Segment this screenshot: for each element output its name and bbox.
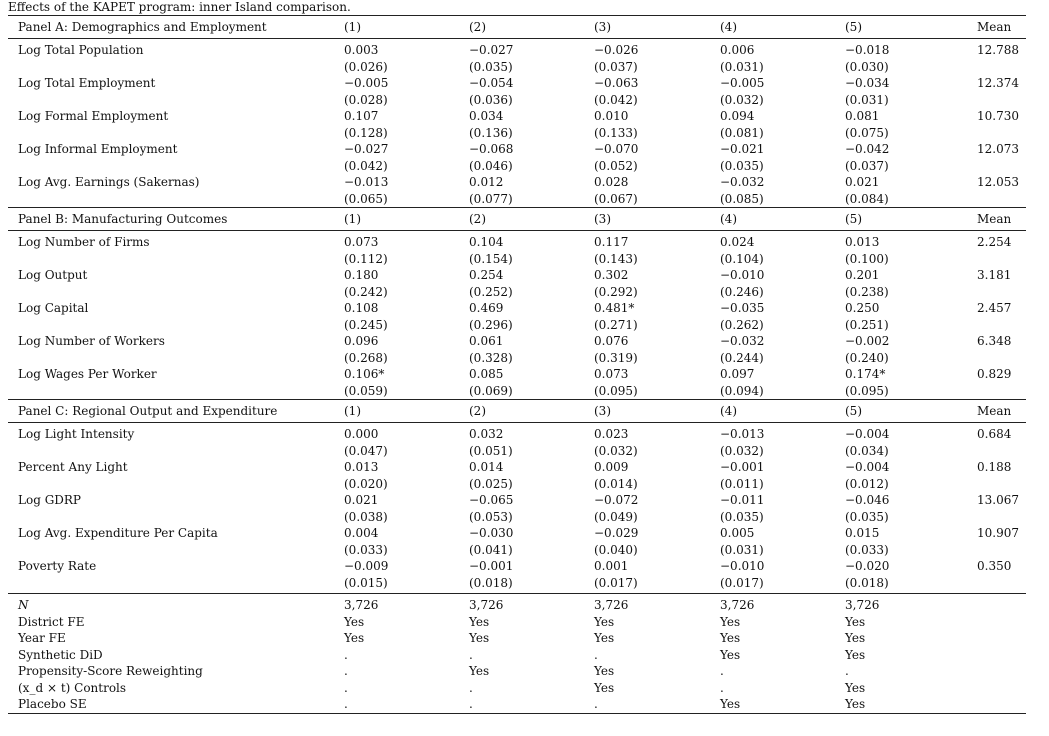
- standard-error-cell: (0.075): [845, 126, 889, 140]
- table-row: [8, 108, 1026, 125]
- coefficient-cell: 0.012: [469, 175, 504, 189]
- table-row: [8, 366, 1026, 383]
- footer-value: Yes: [344, 631, 365, 645]
- footer-value: Yes: [720, 647, 741, 662]
- footer-value: .: [469, 680, 473, 695]
- standard-error-cell: (0.069): [469, 384, 513, 398]
- row-label: Log Avg. Expenditure Per Capita: [18, 526, 218, 540]
- standard-error-cell: (0.034): [845, 444, 889, 458]
- standard-error-cell: (0.112): [344, 252, 388, 266]
- se-row: [8, 575, 1026, 591]
- coefficient-cell: 0.003: [344, 43, 379, 57]
- panel-header-row: [8, 16, 1026, 38]
- coefficient-cell: −0.054: [469, 76, 514, 90]
- coefficient-cell: −0.063: [594, 76, 639, 90]
- footer-row: [8, 680, 1026, 697]
- column-header: (5): [845, 404, 862, 418]
- coefficient-cell: −0.002: [845, 334, 890, 348]
- footer-value: Yes: [594, 614, 615, 629]
- standard-error-cell: (0.037): [594, 60, 638, 74]
- standard-error-cell: (0.049): [594, 510, 638, 524]
- footer-label: (x_d × t) Controls: [18, 680, 127, 695]
- column-header: Mean: [977, 20, 1012, 34]
- mean-cell: 12.374: [977, 76, 1019, 90]
- footer-value: .: [594, 697, 598, 711]
- coefficient-cell: 0.073: [594, 367, 629, 381]
- coefficient-cell: −0.072: [594, 493, 639, 507]
- standard-error-cell: (0.095): [845, 384, 889, 398]
- results-table: [8, 15, 1026, 714]
- standard-error-cell: (0.025): [469, 477, 513, 491]
- footer-row: [8, 630, 1026, 647]
- footer-value: .: [469, 697, 473, 711]
- panel-header-row: [8, 208, 1026, 230]
- footer-label: District FE: [18, 614, 85, 629]
- coefficient-cell: 0.001: [594, 559, 629, 573]
- se-row: [8, 317, 1026, 333]
- mean-cell: 12.053: [977, 175, 1019, 189]
- standard-error-cell: (0.040): [594, 543, 638, 557]
- standard-error-cell: (0.026): [344, 60, 388, 74]
- standard-error-cell: (0.012): [845, 477, 889, 491]
- panel-title: Panel A: Demographics and Employment: [18, 20, 267, 34]
- footer-value: Yes: [594, 631, 615, 645]
- standard-error-cell: (0.030): [845, 60, 889, 74]
- standard-error-cell: (0.128): [344, 126, 388, 140]
- standard-error-cell: (0.017): [594, 576, 638, 590]
- coefficient-cell: −0.013: [720, 427, 765, 441]
- coefficient-cell: −0.035: [720, 301, 765, 315]
- coefficient-cell: −0.027: [469, 43, 514, 57]
- footer-value: 3,726: [720, 598, 755, 612]
- standard-error-cell: (0.037): [845, 159, 889, 173]
- standard-error-cell: (0.042): [344, 159, 388, 173]
- footer-value: 3,726: [469, 598, 504, 612]
- standard-error-cell: (0.104): [720, 252, 764, 266]
- standard-error-cell: (0.077): [469, 192, 513, 206]
- coefficient-cell: −0.068: [469, 142, 514, 156]
- column-header: (5): [845, 20, 862, 34]
- coefficient-cell: 0.106*: [344, 367, 385, 381]
- coefficient-cell: −0.032: [720, 175, 765, 189]
- standard-error-cell: (0.032): [594, 444, 638, 458]
- coefficient-cell: −0.009: [344, 559, 389, 573]
- coefficient-cell: 0.254: [469, 268, 504, 282]
- coefficient-cell: −0.034: [845, 76, 890, 90]
- row-label: Log Formal Employment: [18, 109, 169, 123]
- standard-error-cell: (0.014): [594, 477, 638, 491]
- coefficient-cell: −0.029: [594, 526, 639, 540]
- row-label: Log Number of Firms: [18, 235, 150, 249]
- coefficient-cell: 0.085: [469, 367, 504, 381]
- coefficient-cell: 0.000: [344, 427, 379, 441]
- table-row: [8, 558, 1026, 575]
- standard-error-cell: (0.047): [344, 444, 388, 458]
- column-header: Mean: [977, 404, 1012, 418]
- se-row: [8, 251, 1026, 267]
- mean-cell: 2.254: [977, 235, 1012, 249]
- column-header: (2): [469, 404, 486, 418]
- coefficient-cell: −0.065: [469, 493, 514, 507]
- se-row: [8, 383, 1026, 399]
- se-row: [8, 509, 1026, 525]
- footer-row: [8, 647, 1026, 664]
- se-row: [8, 284, 1026, 300]
- footer-value: Yes: [845, 614, 866, 629]
- coefficient-cell: 0.013: [344, 460, 379, 474]
- footer-value: 3,726: [344, 598, 379, 612]
- coefficient-cell: 0.013: [845, 235, 880, 249]
- coefficient-cell: 0.034: [469, 109, 504, 123]
- coefficient-cell: −0.011: [720, 493, 765, 507]
- table-row: [8, 75, 1026, 92]
- row-label: Log Wages Per Worker: [18, 367, 157, 381]
- footer-value: Yes: [720, 631, 741, 645]
- coefficient-cell: −0.005: [344, 76, 389, 90]
- table-row: [8, 459, 1026, 476]
- footer-label: N: [18, 598, 29, 612]
- mean-cell: 2.457: [977, 301, 1012, 315]
- coefficient-cell: −0.021: [720, 142, 765, 156]
- standard-error-cell: (0.271): [594, 318, 638, 332]
- row-label: Log Total Employment: [18, 76, 156, 90]
- coefficient-cell: −0.046: [845, 493, 890, 507]
- column-header: (3): [594, 212, 611, 226]
- standard-error-cell: (0.251): [845, 318, 889, 332]
- coefficient-cell: 0.108: [344, 301, 379, 315]
- footer-value: Yes: [344, 614, 365, 629]
- coefficient-cell: 0.061: [469, 334, 504, 348]
- standard-error-cell: (0.031): [720, 60, 764, 74]
- table-row: [8, 42, 1026, 59]
- se-row: [8, 158, 1026, 174]
- se-row: [8, 476, 1026, 492]
- coefficient-cell: 0.180: [344, 268, 379, 282]
- coefficient-cell: 0.010: [594, 109, 629, 123]
- row-label: Log GDRP: [18, 493, 82, 507]
- footer-label: Propensity-Score Reweighting: [18, 664, 203, 678]
- column-header: (3): [594, 404, 611, 418]
- coefficient-cell: 0.107: [344, 109, 379, 123]
- mean-cell: 13.067: [977, 493, 1019, 507]
- se-row: [8, 443, 1026, 459]
- coefficient-cell: −0.010: [720, 268, 765, 282]
- se-row: [8, 350, 1026, 366]
- standard-error-cell: (0.033): [344, 543, 388, 557]
- footer-value: Yes: [845, 647, 866, 662]
- footer-label: Year FE: [18, 631, 66, 645]
- standard-error-cell: (0.032): [720, 93, 764, 107]
- standard-error-cell: (0.296): [469, 318, 513, 332]
- standard-error-cell: (0.038): [344, 510, 388, 524]
- coefficient-cell: 0.014: [469, 460, 504, 474]
- standard-error-cell: (0.268): [344, 351, 388, 365]
- coefficient-cell: 0.076: [594, 334, 629, 348]
- standard-error-cell: (0.035): [469, 60, 513, 74]
- row-label: Log Informal Employment: [18, 142, 178, 156]
- footer-row: [8, 696, 1026, 713]
- mean-cell: 3.181: [977, 268, 1012, 282]
- bottom-rule: [8, 713, 1026, 714]
- coefficient-cell: 0.009: [594, 460, 629, 474]
- footer-label: Placebo SE: [18, 697, 87, 711]
- coefficient-cell: 0.023: [594, 427, 629, 441]
- coefficient-cell: −0.032: [720, 334, 765, 348]
- row-label: Log Number of Workers: [18, 334, 165, 348]
- mean-cell: 0.684: [977, 427, 1012, 441]
- footer-row: [8, 597, 1026, 614]
- row-label: Percent Any Light: [18, 460, 128, 474]
- panel-title: Panel B: Manufacturing Outcomes: [18, 212, 228, 226]
- coefficient-cell: −0.027: [344, 142, 389, 156]
- standard-error-cell: (0.033): [845, 543, 889, 557]
- coefficient-cell: −0.005: [720, 76, 765, 90]
- row-label: Log Total Population: [18, 43, 144, 57]
- standard-error-cell: (0.319): [594, 351, 638, 365]
- footer-value: Yes: [594, 680, 615, 695]
- standard-error-cell: (0.246): [720, 285, 764, 299]
- coefficient-cell: 0.104: [469, 235, 504, 249]
- footer-value: Yes: [469, 614, 490, 629]
- standard-error-cell: (0.065): [344, 192, 388, 206]
- footer-value: 3,726: [845, 598, 880, 612]
- se-row: [8, 542, 1026, 558]
- table-row: [8, 525, 1026, 542]
- standard-error-cell: (0.053): [469, 510, 513, 524]
- coefficient-cell: 0.024: [720, 235, 755, 249]
- standard-error-cell: (0.018): [469, 576, 513, 590]
- standard-error-cell: (0.042): [594, 93, 638, 107]
- footer-value: .: [344, 697, 348, 711]
- row-label: Poverty Rate: [18, 559, 97, 573]
- mean-cell: 0.350: [977, 559, 1012, 573]
- se-row: [8, 59, 1026, 75]
- standard-error-cell: (0.081): [720, 126, 764, 140]
- column-header: (1): [344, 212, 361, 226]
- row-label: Log Light Intensity: [18, 427, 135, 441]
- standard-error-cell: (0.035): [720, 510, 764, 524]
- standard-error-cell: (0.052): [594, 159, 638, 173]
- footer-value: .: [845, 664, 849, 678]
- table-row: [8, 333, 1026, 350]
- standard-error-cell: (0.245): [344, 318, 388, 332]
- standard-error-cell: (0.240): [845, 351, 889, 365]
- se-row: [8, 92, 1026, 108]
- standard-error-cell: (0.328): [469, 351, 513, 365]
- mean-cell: 0.188: [977, 460, 1012, 474]
- coefficient-cell: −0.042: [845, 142, 890, 156]
- footer-value: .: [344, 664, 348, 678]
- column-header: (3): [594, 20, 611, 34]
- standard-error-cell: (0.094): [720, 384, 764, 398]
- standard-error-cell: (0.085): [720, 192, 764, 206]
- standard-error-cell: (0.154): [469, 252, 513, 266]
- standard-error-cell: (0.017): [720, 576, 764, 590]
- footer-value: .: [720, 680, 724, 695]
- footer-value: .: [344, 680, 348, 695]
- standard-error-cell: (0.252): [469, 285, 513, 299]
- footer-value: .: [469, 647, 473, 662]
- footer-value: .: [344, 647, 348, 662]
- coefficient-cell: 0.094: [720, 109, 755, 123]
- column-header: (4): [720, 404, 737, 418]
- row-label: Log Avg. Earnings (Sakernas): [18, 175, 200, 189]
- standard-error-cell: (0.018): [845, 576, 889, 590]
- standard-error-cell: (0.136): [469, 126, 513, 140]
- table-row: [8, 267, 1026, 284]
- mean-cell: 12.788: [977, 43, 1019, 57]
- coefficient-cell: −0.001: [720, 460, 765, 474]
- column-header: (5): [845, 212, 862, 226]
- table-row: [8, 426, 1026, 443]
- standard-error-cell: (0.031): [845, 93, 889, 107]
- standard-error-cell: (0.059): [344, 384, 388, 398]
- coefficient-cell: 0.028: [594, 175, 629, 189]
- footer-label: Synthetic DiD: [18, 647, 103, 662]
- column-header: (2): [469, 20, 486, 34]
- coefficient-cell: 0.096: [344, 334, 379, 348]
- standard-error-cell: (0.046): [469, 159, 513, 173]
- coefficient-cell: 0.004: [344, 526, 379, 540]
- coefficient-cell: 0.174*: [845, 367, 886, 381]
- standard-error-cell: (0.292): [594, 285, 638, 299]
- row-label: Log Output: [18, 268, 88, 282]
- standard-error-cell: (0.238): [845, 285, 889, 299]
- footer-value: Yes: [469, 631, 490, 645]
- footer-value: 3,726: [594, 598, 629, 612]
- coefficient-cell: −0.070: [594, 142, 639, 156]
- se-row: [8, 191, 1026, 207]
- coefficient-cell: −0.013: [344, 175, 389, 189]
- standard-error-cell: (0.031): [720, 543, 764, 557]
- row-label: Log Capital: [18, 301, 89, 315]
- coefficient-cell: −0.004: [845, 427, 890, 441]
- standard-error-cell: (0.262): [720, 318, 764, 332]
- column-header: (4): [720, 212, 737, 226]
- mean-cell: 0.829: [977, 367, 1012, 381]
- standard-error-cell: (0.035): [845, 510, 889, 524]
- coefficient-cell: 0.081: [845, 109, 880, 123]
- coefficient-cell: 0.097: [720, 367, 755, 381]
- coefficient-cell: 0.250: [845, 301, 880, 315]
- column-header: (1): [344, 20, 361, 34]
- coefficient-cell: −0.004: [845, 460, 890, 474]
- column-header: (2): [469, 212, 486, 226]
- coefficient-cell: 0.015: [845, 526, 880, 540]
- coefficient-cell: 0.481*: [594, 301, 635, 315]
- standard-error-cell: (0.036): [469, 93, 513, 107]
- table-row: [8, 234, 1026, 251]
- footer-value: Yes: [845, 697, 866, 711]
- footer-value: Yes: [720, 697, 741, 711]
- column-header: (4): [720, 20, 737, 34]
- coefficient-cell: 0.032: [469, 427, 504, 441]
- se-row: [8, 125, 1026, 141]
- coefficient-cell: −0.001: [469, 559, 514, 573]
- standard-error-cell: (0.041): [469, 543, 513, 557]
- footer-value: Yes: [845, 631, 866, 645]
- standard-error-cell: (0.020): [344, 477, 388, 491]
- standard-error-cell: (0.028): [344, 93, 388, 107]
- coefficient-cell: −0.030: [469, 526, 514, 540]
- coefficient-cell: 0.302: [594, 268, 629, 282]
- coefficient-cell: 0.201: [845, 268, 880, 282]
- standard-error-cell: (0.032): [720, 444, 764, 458]
- column-header: Mean: [977, 212, 1012, 226]
- coefficient-cell: 0.117: [594, 235, 629, 249]
- coefficient-cell: 0.021: [845, 175, 880, 189]
- footer-value: Yes: [845, 680, 866, 695]
- footer-value: Yes: [594, 664, 615, 678]
- standard-error-cell: (0.035): [720, 159, 764, 173]
- standard-error-cell: (0.242): [344, 285, 388, 299]
- footer-value: .: [594, 647, 598, 662]
- mean-cell: 6.348: [977, 334, 1012, 348]
- table-row: [8, 492, 1026, 509]
- coefficient-cell: −0.018: [845, 43, 890, 57]
- coefficient-cell: −0.026: [594, 43, 639, 57]
- standard-error-cell: (0.095): [594, 384, 638, 398]
- mean-cell: 10.907: [977, 526, 1019, 540]
- panel-header-row: [8, 400, 1026, 422]
- mean-cell: 12.073: [977, 142, 1019, 156]
- table-row: [8, 174, 1026, 191]
- mean-cell: 10.730: [977, 109, 1019, 123]
- standard-error-cell: (0.084): [845, 192, 889, 206]
- table-row: [8, 141, 1026, 158]
- footer-value: Yes: [720, 614, 741, 629]
- standard-error-cell: (0.143): [594, 252, 638, 266]
- standard-error-cell: (0.011): [720, 477, 764, 491]
- coefficient-cell: 0.073: [344, 235, 379, 249]
- coefficient-cell: 0.005: [720, 526, 755, 540]
- footer-value: Yes: [469, 664, 490, 678]
- coefficient-cell: −0.010: [720, 559, 765, 573]
- table-caption: Effects of the KAPET program: inner Island comparison.: [8, 0, 351, 14]
- coefficient-cell: 0.469: [469, 301, 504, 315]
- coefficient-cell: 0.021: [344, 493, 379, 507]
- standard-error-cell: (0.067): [594, 192, 638, 206]
- panel-title: Panel C: Regional Output and Expenditure: [18, 404, 278, 418]
- standard-error-cell: (0.100): [845, 252, 889, 266]
- table-row: [8, 300, 1026, 317]
- footer-row: [8, 663, 1026, 680]
- standard-error-cell: (0.051): [469, 444, 513, 458]
- coefficient-cell: −0.020: [845, 559, 890, 573]
- footer-value: .: [720, 664, 724, 678]
- standard-error-cell: (0.244): [720, 351, 764, 365]
- standard-error-cell: (0.133): [594, 126, 638, 140]
- standard-error-cell: (0.015): [344, 576, 388, 590]
- column-header: (1): [344, 404, 361, 418]
- coefficient-cell: 0.006: [720, 43, 755, 57]
- footer-row: [8, 614, 1026, 631]
